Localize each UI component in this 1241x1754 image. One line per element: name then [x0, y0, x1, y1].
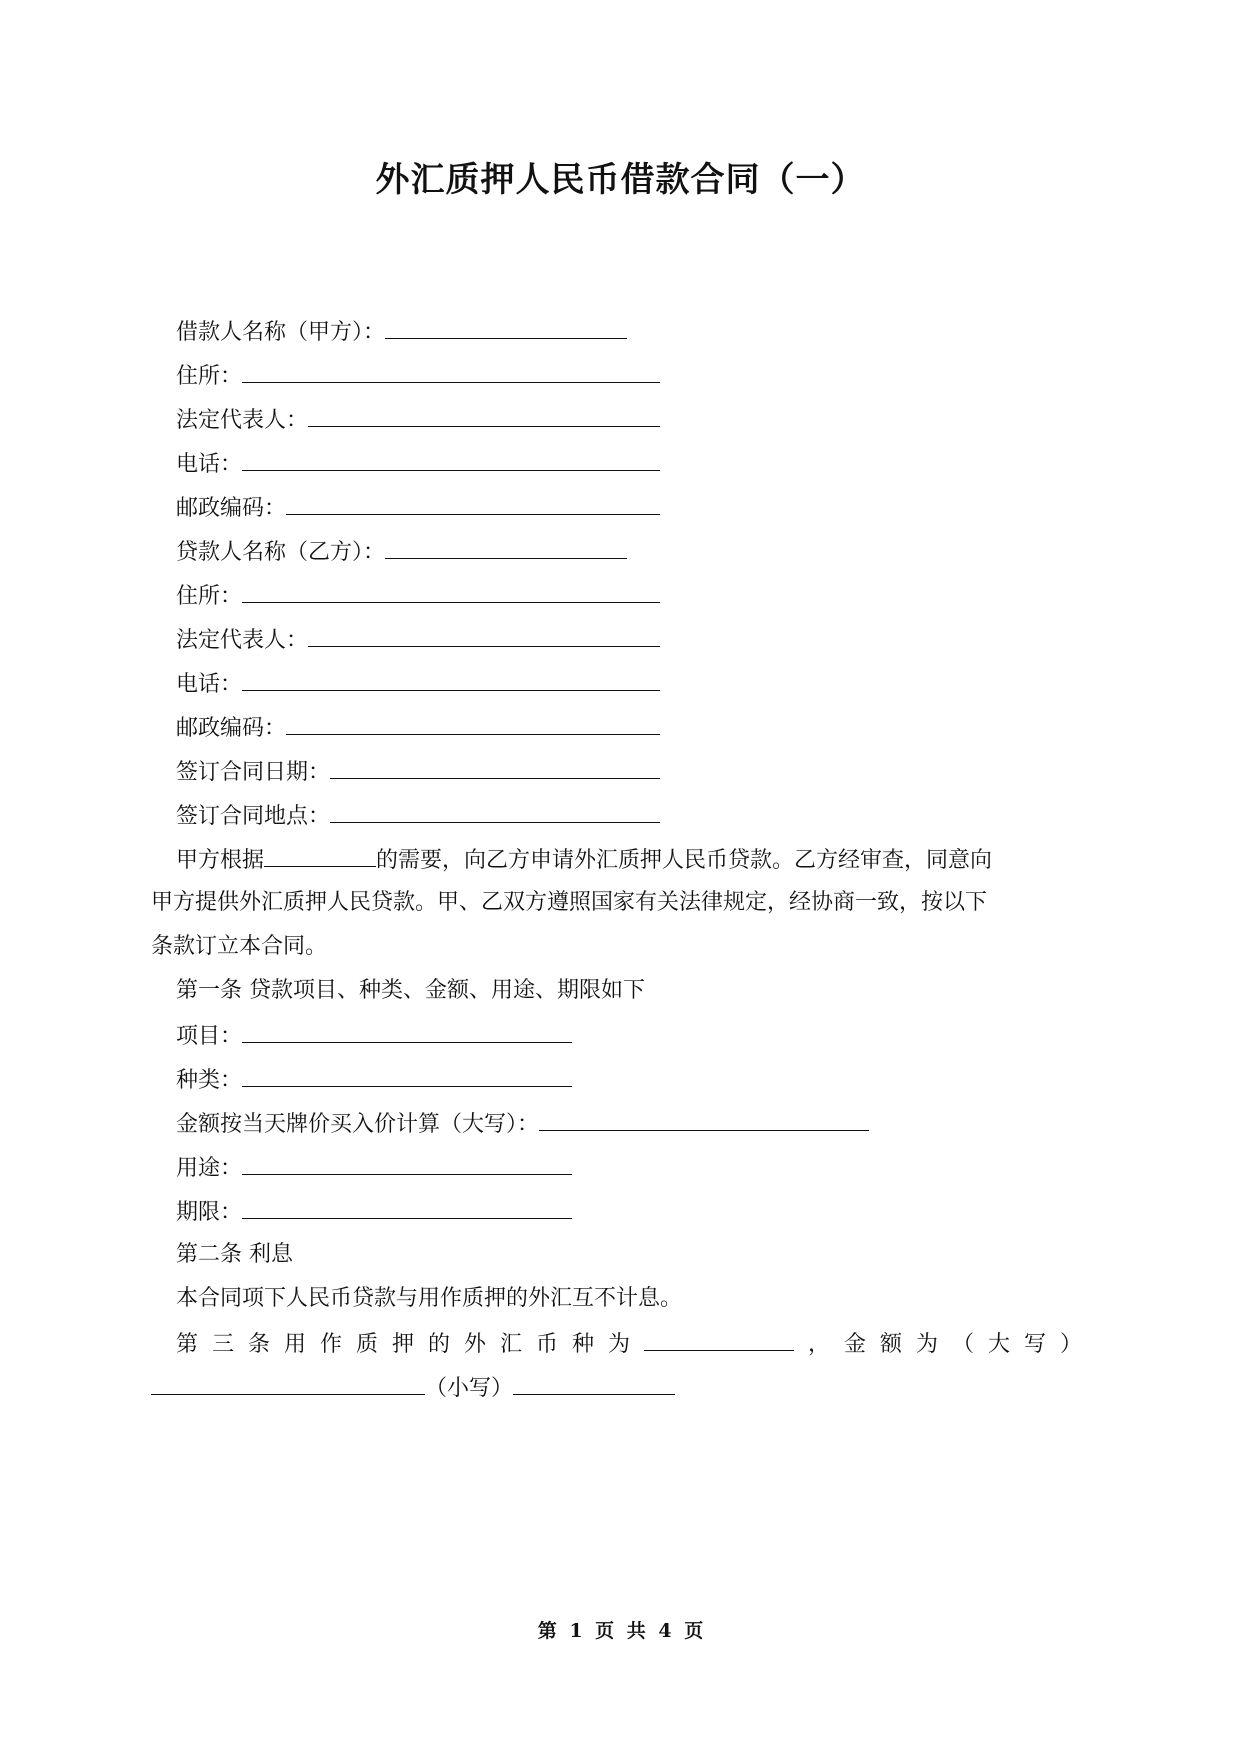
article3-comma: ， — [807, 1332, 830, 1357]
article3-token: 额 — [879, 1332, 902, 1357]
sign-date-field — [176, 756, 660, 788]
lender-name-field — [176, 536, 627, 568]
lender-postcode-field — [176, 712, 660, 744]
lender-postcode-blank — [286, 712, 660, 735]
sign-place-label: 签订合同地点： — [176, 804, 331, 829]
article3-token: 条 — [248, 1332, 271, 1357]
article3-token: 币 — [536, 1332, 559, 1357]
loan-use-label: 用途： — [176, 1156, 243, 1181]
article1-heading: 第一条 贷款项目、种类、金额、用途、期限如下 — [176, 978, 645, 1003]
borrower-address-blank — [242, 360, 660, 383]
article3-token: 写 — [1023, 1332, 1046, 1357]
article3-token: 为 — [915, 1332, 938, 1357]
lender-address-field — [176, 580, 660, 612]
article3-line-1 — [176, 1328, 1082, 1360]
article3-token: ） — [1059, 1332, 1082, 1357]
intro-need-blank — [264, 844, 376, 867]
borrower-phone-blank — [242, 448, 660, 471]
sign-date-blank — [330, 756, 660, 779]
borrower-rep-blank — [308, 404, 660, 427]
article3-token: 种 — [572, 1332, 595, 1357]
intro-line-2: 甲方提供外汇质押人民贷款。甲、乙双方遵照国家有关法律规定，经协商一致，按以下 — [151, 890, 988, 915]
lender-name-label: 贷款人名称（乙方）： — [176, 540, 386, 565]
amount-capital-blank — [151, 1372, 425, 1395]
article3-token: 汇 — [500, 1332, 523, 1357]
borrower-postcode-label: 邮政编码： — [176, 496, 287, 521]
lender-phone-field — [176, 668, 660, 700]
article3-token: 的 — [428, 1332, 451, 1357]
lender-phone-label: 电话： — [176, 672, 243, 697]
article3-token: （ — [951, 1332, 974, 1357]
loan-item-blank — [242, 1020, 572, 1043]
article2-heading: 第二条 利息 — [176, 1242, 293, 1267]
loan-type-label: 种类： — [176, 1068, 243, 1093]
lender-rep-label: 法定代表人： — [176, 628, 309, 653]
article3-token: 第 — [176, 1332, 199, 1357]
lender-address-blank — [242, 580, 660, 603]
borrower-phone-field — [176, 448, 660, 480]
intro-line-1 — [176, 844, 992, 876]
loan-amount-blank — [539, 1108, 869, 1131]
loan-use-field — [176, 1152, 572, 1184]
intro-part1: 甲方根据 — [176, 848, 265, 873]
loan-amount-field — [176, 1108, 869, 1140]
loan-item-label: 项目： — [176, 1024, 243, 1049]
article3-token: 质 — [356, 1332, 379, 1357]
intro-line-3: 条款订立本合同。 — [151, 934, 328, 959]
page-footer: 第 1 页 共 4 页 — [537, 1620, 704, 1642]
sign-date-label: 签订合同日期： — [176, 760, 331, 785]
article3-line-2 — [151, 1372, 675, 1404]
article3-token: 外 — [464, 1332, 487, 1357]
article3-token: 金 — [843, 1332, 866, 1357]
sign-place-blank — [330, 800, 660, 823]
borrower-rep-label: 法定代表人： — [176, 408, 309, 433]
loan-term-field — [176, 1196, 572, 1228]
lender-rep-field — [176, 624, 660, 656]
borrower-name-label: 借款人名称（甲方）： — [176, 320, 386, 345]
article2-body: 本合同项下人民币贷款与用作质押的外汇互不计息。 — [176, 1286, 683, 1311]
article3-token: 大 — [987, 1332, 1010, 1357]
loan-type-field — [176, 1064, 572, 1096]
lender-rep-blank — [308, 624, 660, 647]
borrower-postcode-blank — [286, 492, 660, 515]
borrower-postcode-field — [176, 492, 660, 524]
amount-small-label: （小写） — [425, 1376, 514, 1401]
intro-part2: 的需要，向乙方申请外汇质押人民币贷款。乙方经审查，同意向 — [376, 848, 993, 873]
article3-token: 用 — [284, 1332, 307, 1357]
borrower-name-field — [176, 316, 627, 348]
borrower-address-label: 住所： — [176, 364, 243, 389]
lender-name-blank — [385, 536, 627, 559]
loan-amount-label: 金额按当天牌价买入价计算（大写）： — [176, 1112, 540, 1137]
article3-token: 为 — [608, 1332, 631, 1357]
document-title: 外汇质押人民币借款合同（一） — [375, 160, 866, 200]
loan-term-label: 期限： — [176, 1200, 243, 1225]
article3-token: 押 — [392, 1332, 415, 1357]
article3-token: 三 — [212, 1332, 235, 1357]
borrower-rep-field — [176, 404, 660, 436]
loan-item-field — [176, 1020, 572, 1052]
loan-term-blank — [242, 1196, 572, 1219]
borrower-phone-label: 电话： — [176, 452, 243, 477]
lender-phone-blank — [242, 668, 660, 691]
borrower-name-blank — [385, 316, 627, 339]
currency-type-blank — [644, 1328, 794, 1351]
lender-postcode-label: 邮政编码： — [176, 716, 287, 741]
sign-place-field — [176, 800, 660, 832]
loan-use-blank — [242, 1152, 572, 1175]
borrower-address-field — [176, 360, 660, 392]
loan-type-blank — [242, 1064, 572, 1087]
amount-small-blank — [513, 1372, 675, 1395]
article3-token: 作 — [320, 1332, 343, 1357]
lender-address-label: 住所： — [176, 584, 243, 609]
